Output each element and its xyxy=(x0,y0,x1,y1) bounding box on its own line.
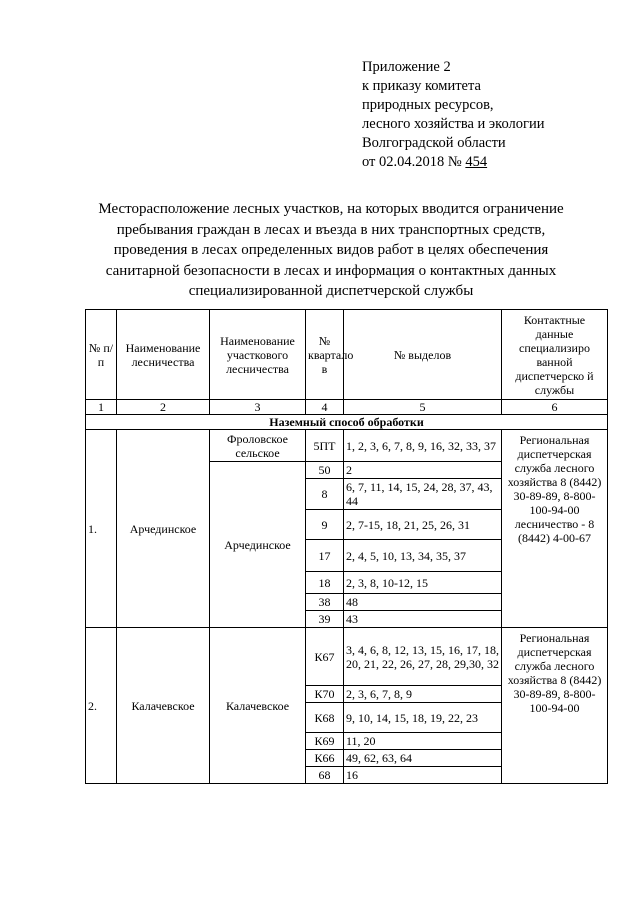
forest-plots-table xyxy=(85,309,608,784)
plots-cell: 2, 3, 6, 7, 8, 9 xyxy=(344,686,502,703)
quarter-cell: 68 xyxy=(306,767,344,784)
quarter-cell: 39 xyxy=(306,611,344,628)
column-number: 1 xyxy=(86,400,117,415)
plots-cell: 11, 20 xyxy=(344,733,502,750)
table-row xyxy=(86,430,608,462)
quarter-cell: 17 xyxy=(306,540,344,572)
column-number: 3 xyxy=(210,400,306,415)
quarter-cell: К68 xyxy=(306,703,344,733)
header-district: Наименование участкового лесничества xyxy=(210,310,306,400)
quarter-cell: 50 xyxy=(306,462,344,479)
table-row xyxy=(86,628,608,686)
plots-cell: 49, 62, 63, 64 xyxy=(344,750,502,767)
header-plots: № выделов xyxy=(344,310,502,400)
header-forestry: Наименование лесничества xyxy=(117,310,210,400)
plots-cell: 2, 3, 8, 10-12, 15 xyxy=(344,572,502,594)
row-number: 1. xyxy=(86,430,117,628)
column-number: 5 xyxy=(344,400,502,415)
quarter-cell: К67 xyxy=(306,628,344,686)
quarter-cell: К69 xyxy=(306,733,344,750)
contact-info: Региональная диспетчерская служба лесного хозяйства 8 (8442) 30-89-89, 8-800-100-94-00 лесничество - 8 (8442) 4-00-67 xyxy=(502,430,608,628)
heading-line: специализированной диспетчерской службы xyxy=(188,283,474,300)
plots-cell: 2 xyxy=(344,462,502,479)
appendix-line: природных ресурсов, xyxy=(362,97,494,113)
row-number: 2. xyxy=(86,628,117,784)
forestry-name: Арчединское xyxy=(117,430,210,628)
quarter-cell: 5ПТ xyxy=(306,430,344,462)
heading-line: Месторасположение лесных участков, на которых вводится ограничение xyxy=(98,201,564,217)
document-heading xyxy=(70,199,592,302)
quarter-cell: 9 xyxy=(306,510,344,540)
header-quarter: № квартало в xyxy=(306,310,344,400)
contact-info: Региональная диспетчерская служба лесного хозяйства 8 (8442) 30-89-89, 8-800-100-94-00 xyxy=(502,628,608,784)
quarter-cell: К70 xyxy=(306,686,344,703)
header-num: № п/п xyxy=(86,310,117,400)
plots-cell: 1, 2, 3, 6, 7, 8, 9, 16, 32, 33, 37 xyxy=(344,430,502,462)
plots-cell: 2, 4, 5, 10, 13, 34, 35, 37 xyxy=(344,540,502,572)
order-date-number xyxy=(362,153,622,172)
method-label: Наземный способ обработки xyxy=(86,415,608,430)
plots-cell: 3, 4, 6, 8, 12, 13, 15, 16, 17, 18, 20, 21, 22, 26, 27, 28, 29,30, 32 xyxy=(344,628,502,686)
plots-cell: 43 xyxy=(344,611,502,628)
appendix-title: Приложение 2 xyxy=(362,59,451,75)
forestry-name: Калачевское xyxy=(117,628,210,784)
heading-line: проведения в лесах определенных видов работ в целях обеспечения xyxy=(113,242,549,259)
column-numbers-row xyxy=(86,400,608,415)
column-number: 4 xyxy=(306,400,344,415)
district-name: Фроловское сельское xyxy=(210,430,306,462)
plots-cell: 2, 7-15, 18, 21, 25, 26, 31 xyxy=(344,510,502,540)
plots-cell: 9, 10, 14, 15, 18, 19, 22, 23 xyxy=(344,703,502,733)
order-date: от 02.04.2018 № xyxy=(362,154,466,170)
appendix-line: Волгоградской области xyxy=(362,135,506,151)
header-contacts: Контактные данные специализиро ванной диспетчерско й службы xyxy=(502,310,608,400)
method-row xyxy=(86,415,608,430)
plots-cell: 16 xyxy=(344,767,502,784)
plots-cell: 48 xyxy=(344,594,502,611)
heading-line: санитарной безопасности в лесах и информация о контактных данных xyxy=(105,262,557,279)
heading-line: пребывания граждан в лесах и въезда в них транспортных средств, xyxy=(116,221,546,238)
column-number: 6 xyxy=(502,400,608,415)
order-number: 454 xyxy=(465,154,488,170)
appendix-line: лесного хозяйства и экологии xyxy=(362,116,545,132)
quarter-cell: 8 xyxy=(306,479,344,510)
plots-cell: 6, 7, 11, 14, 15, 24, 28, 37, 43, 44 xyxy=(344,479,502,510)
column-number: 2 xyxy=(117,400,210,415)
quarter-cell: 18 xyxy=(306,572,344,594)
district-name: Арчединское xyxy=(210,462,306,628)
quarter-cell: К66 xyxy=(306,750,344,767)
header-row xyxy=(86,310,608,400)
appendix-block xyxy=(362,58,622,172)
district-name: Калачевское xyxy=(210,628,306,784)
appendix-line: к приказу комитета xyxy=(362,78,481,94)
quarter-cell: 38 xyxy=(306,594,344,611)
